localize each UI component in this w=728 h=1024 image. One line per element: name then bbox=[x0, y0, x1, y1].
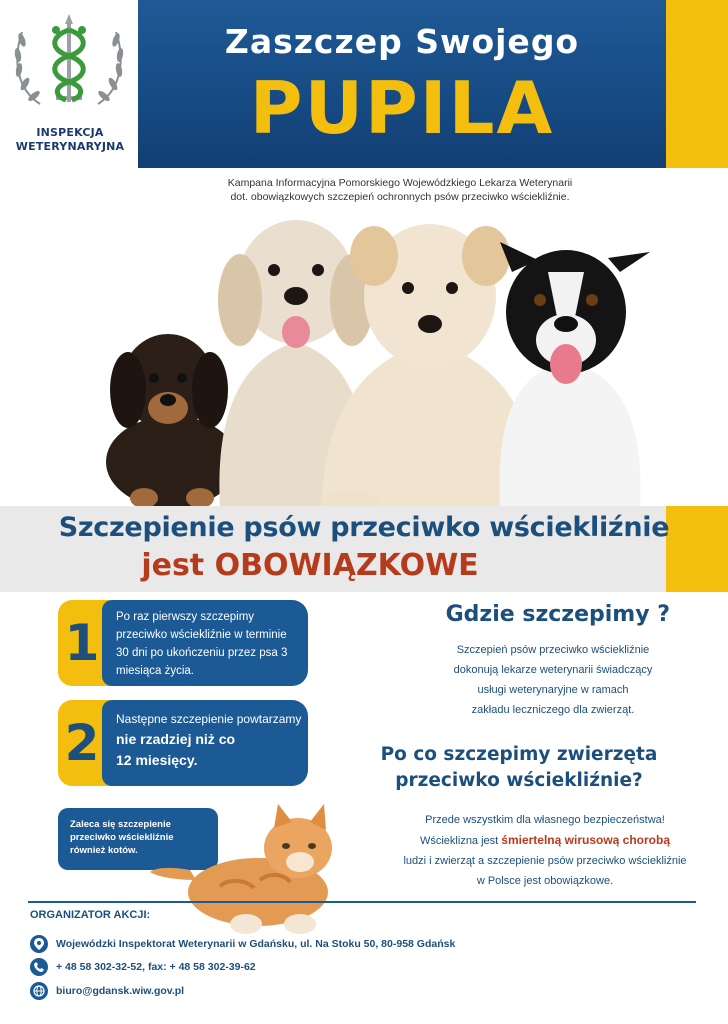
caduceus-logo-icon bbox=[0, 0, 138, 124]
address-row bbox=[30, 934, 455, 954]
where-heading: Gdzie szczepimy ? bbox=[445, 602, 670, 627]
step-1-box bbox=[58, 600, 308, 686]
phone-icon bbox=[30, 958, 48, 976]
logo bbox=[0, 0, 138, 168]
banner-heading: Szczepienie psów przeciwko wściekliźnie bbox=[58, 512, 670, 543]
phone-row bbox=[30, 957, 256, 977]
disease-emphasis: śmiertelną wirusową chorobą bbox=[501, 833, 670, 847]
dogs-photo bbox=[60, 212, 680, 508]
step-number: 1 bbox=[64, 614, 100, 672]
cat-photo bbox=[150, 800, 350, 936]
why-text: Przede wszystkim dla własnego bezpieczeństwa! Wścieklizna jest śmiertelną wirusową chorobą ludzi i zwierząt a szczepienie psów przeciwko wściekliźnie w Polsce jest obowiązkowe. bbox=[403, 814, 687, 887]
cat-vaccination-note: Zaleca się szczepienie przeciwko wściekliźnie również kotów. bbox=[58, 808, 218, 870]
organizer-label: ORGANIZATOR AKCJI: bbox=[30, 909, 151, 921]
step-2-text: Następne szczepienie powtarzamy nie rzadziej niż co 12 miesięcy. bbox=[116, 712, 302, 768]
banner-emphasis: jest OBOWIĄZKOWE bbox=[141, 548, 479, 583]
header-accent-stripe bbox=[666, 0, 728, 168]
email-row[interactable] bbox=[30, 981, 184, 1001]
page-title-line2: PUPILA bbox=[249, 66, 555, 150]
why-heading: Po co szczepimy zwierzęta przeciwko wściekliźnie? bbox=[380, 744, 658, 791]
location-pin-icon bbox=[30, 935, 48, 953]
globe-icon bbox=[30, 982, 48, 1000]
where-text: Szczepień psów przeciwko wściekliźnie dokonują lekarze weterynarii świadczący usługi weterynaryjne w ramach zakładu leczniczego dla zwierząt. bbox=[453, 644, 653, 716]
address-text: Wojewódzki Inspektorat Weterynarii w Gdańsku, ul. Na Stoku 50, 80-958 Gdańsk bbox=[56, 938, 456, 950]
email-link[interactable]: biuro@gdansk.wiw.gov.pl bbox=[56, 985, 185, 997]
dachshund-puppy bbox=[106, 334, 238, 508]
border-collie bbox=[499, 242, 650, 508]
step-2-box bbox=[58, 700, 308, 786]
phone-text: + 48 58 302-32-52, fax: + 48 58 302-39-62 bbox=[56, 961, 256, 973]
step-number: 2 bbox=[64, 714, 100, 772]
campaign-subtitle: Kampana Informacyjna Pomorskiego Wojewódzkiego Lekarza Weterynarii dot. obowiązkowych szczepień ochronnych psów przeciwko wściekliźnie. bbox=[227, 177, 573, 203]
footer-divider bbox=[28, 901, 696, 903]
page-title-line1: Zaszczep Swojego bbox=[224, 22, 580, 61]
logo-text: INSPEKCJA WETERYNARYJNA bbox=[15, 126, 125, 153]
step-1-text: Po raz pierwszy szczepimy przeciwko wściekliźnie w terminie 30 dni po ukończeniu przez psa 3 miesiąca życia. bbox=[116, 611, 288, 677]
